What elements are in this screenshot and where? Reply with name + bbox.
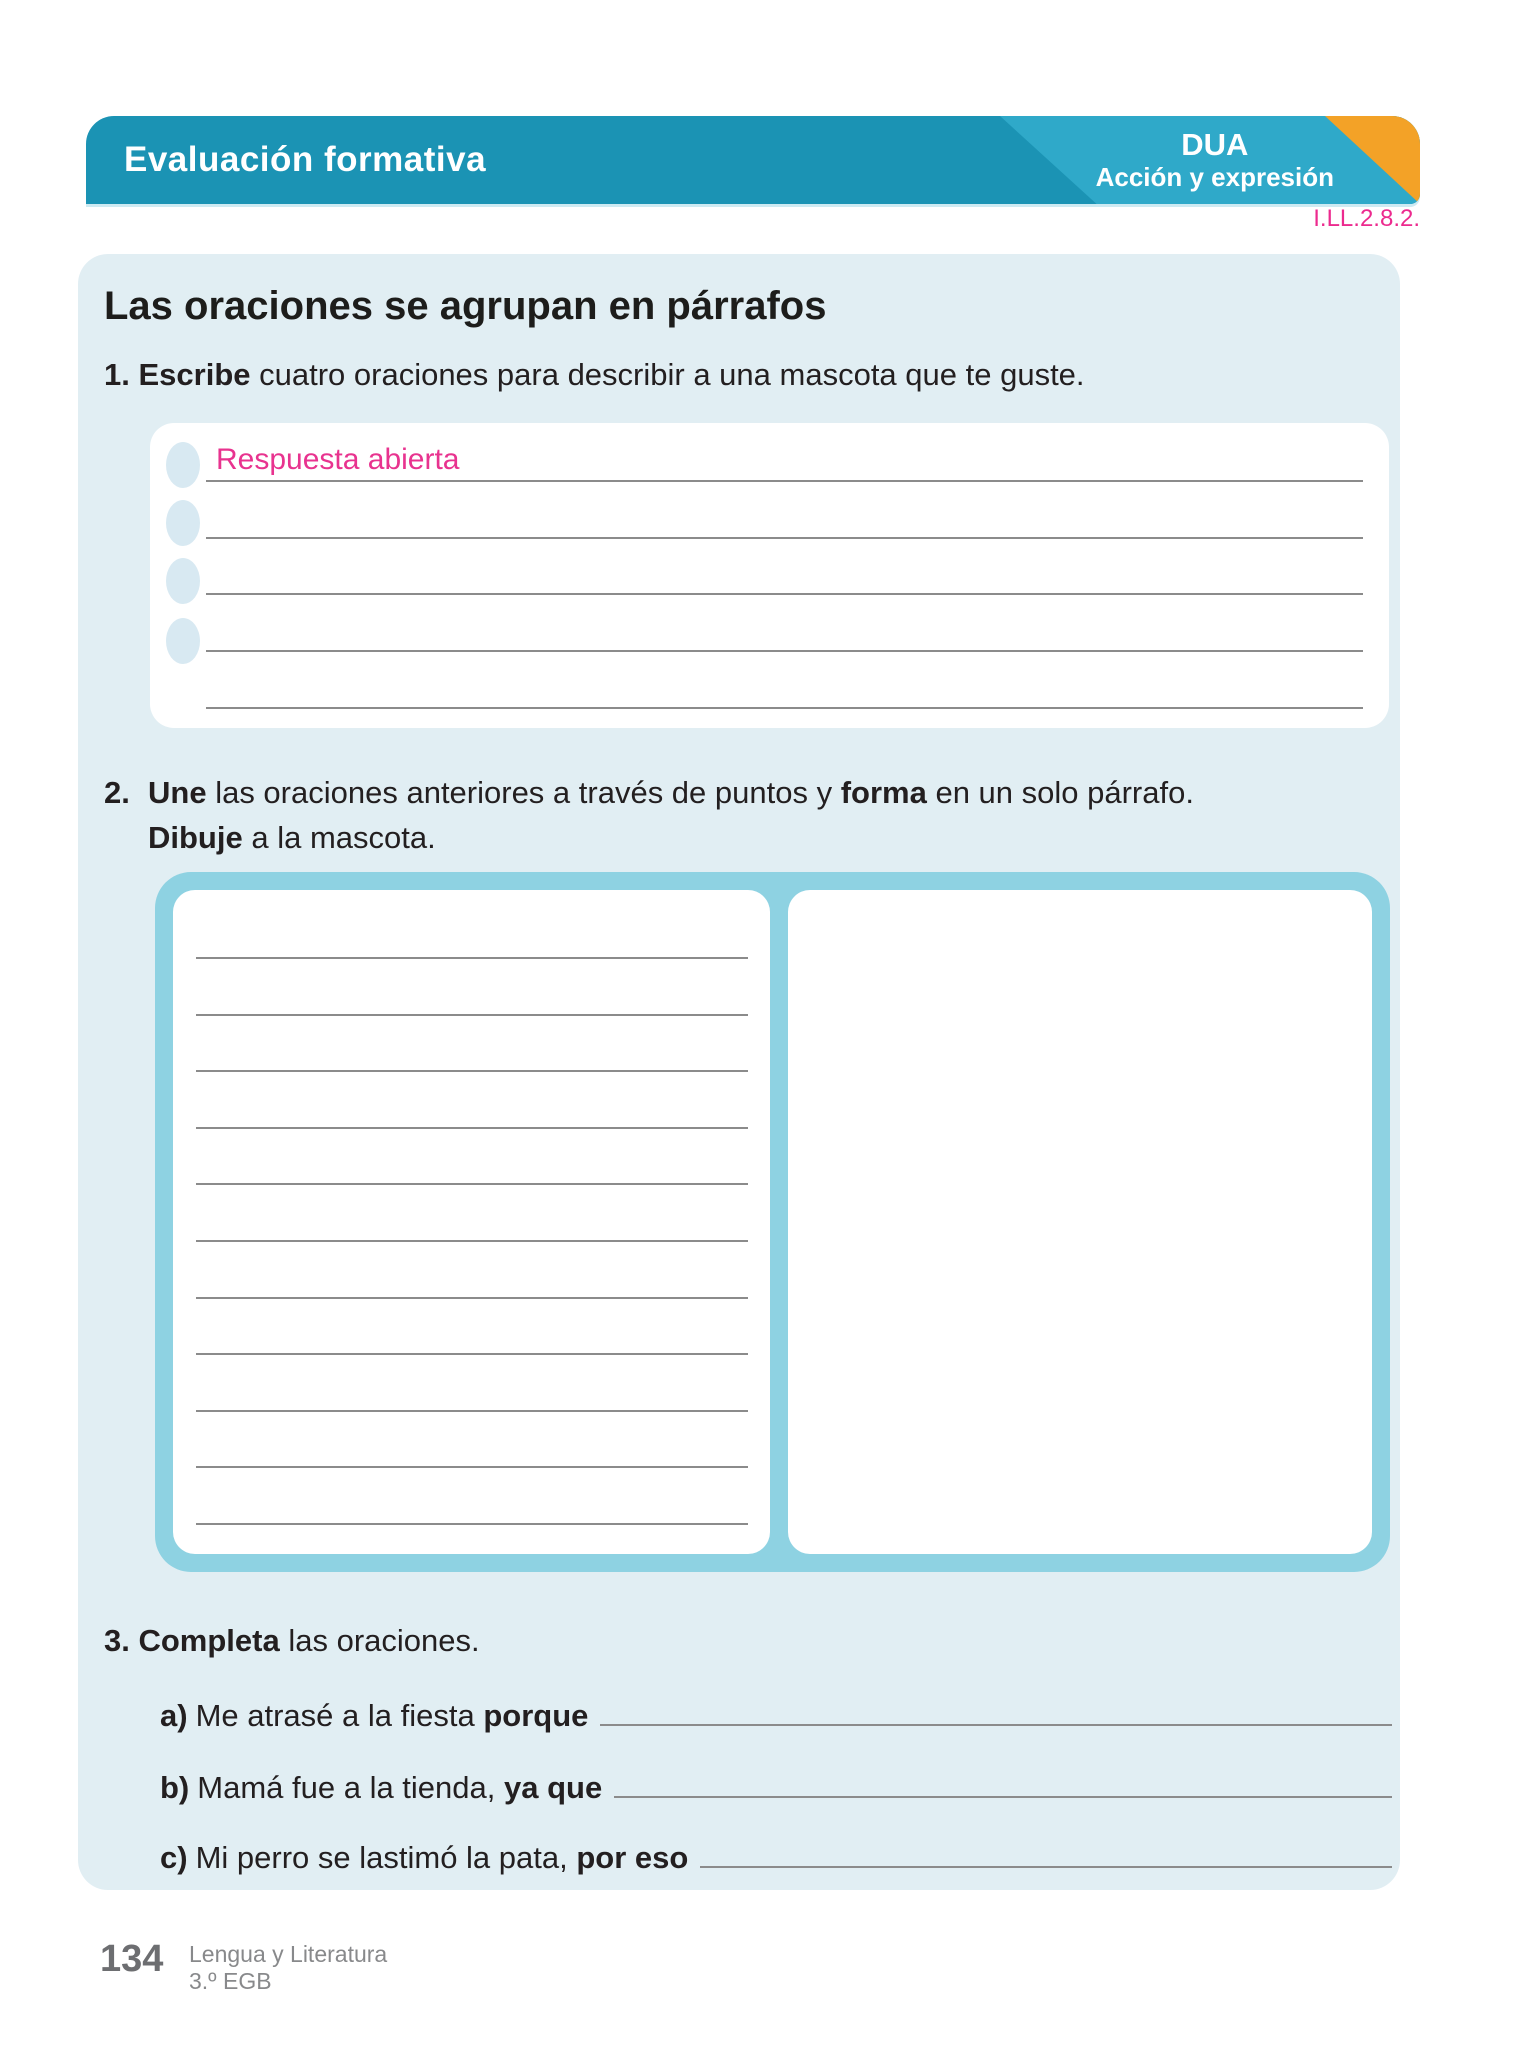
task-3-instruction bbox=[104, 1618, 480, 1663]
task-2-line-1 bbox=[148, 770, 1194, 815]
task-2-line-2 bbox=[148, 815, 1194, 860]
dua-label: DUA bbox=[1181, 127, 1249, 162]
drawing-panel[interactable] bbox=[788, 890, 1372, 1554]
completion-b-letter: b) bbox=[160, 1770, 190, 1805]
completion-b-connector: ya que bbox=[504, 1770, 603, 1805]
paragraph-and-drawing-box bbox=[155, 872, 1390, 1572]
completion-c-letter: c) bbox=[160, 1840, 188, 1875]
paragraph-line[interactable] bbox=[196, 1410, 748, 1412]
content-card bbox=[78, 254, 1400, 1890]
paragraph-line[interactable] bbox=[196, 1523, 748, 1525]
task-2-text-b: en un solo párrafo. bbox=[926, 775, 1194, 810]
task-2-verb-2: Dibuje bbox=[148, 820, 243, 855]
paragraph-line[interactable] bbox=[196, 1183, 748, 1185]
answer-line[interactable] bbox=[206, 593, 1363, 595]
standard-code: I.LL.2.8.2. bbox=[1313, 205, 1420, 232]
task-2-number: 2. bbox=[104, 775, 130, 810]
completion-row-b bbox=[160, 1764, 1392, 1809]
task-2-verb: Une bbox=[148, 775, 207, 810]
paragraph-line[interactable] bbox=[196, 957, 748, 959]
completion-b-answer-line[interactable] bbox=[614, 1764, 1392, 1798]
completion-row-a bbox=[160, 1692, 1392, 1737]
answer-line[interactable] bbox=[206, 480, 1363, 482]
dua-sublabel: Acción y expresión bbox=[1095, 162, 1334, 192]
section-title: Las oraciones se agrupan en párrafos bbox=[104, 284, 827, 328]
completion-c-answer-line[interactable] bbox=[700, 1834, 1392, 1868]
open-answer-label: Respuesta abierta bbox=[216, 443, 460, 476]
paragraph-line[interactable] bbox=[196, 1353, 748, 1355]
open-answer-box[interactable] bbox=[150, 423, 1389, 728]
task-1-verb: Escribe bbox=[138, 357, 251, 392]
completion-a-connector: porque bbox=[483, 1698, 589, 1733]
completion-a-letter: a) bbox=[160, 1698, 188, 1733]
paragraph-writing-panel[interactable] bbox=[173, 890, 770, 1554]
completion-c-connector: por eso bbox=[576, 1840, 689, 1875]
page-number: 134 bbox=[100, 1938, 164, 1980]
paragraph-line[interactable] bbox=[196, 1297, 748, 1299]
task-1-instruction bbox=[104, 352, 1085, 397]
answer-line[interactable] bbox=[206, 537, 1363, 539]
paragraph-line[interactable] bbox=[196, 1466, 748, 1468]
header-title: Evaluación formativa bbox=[124, 140, 487, 179]
task-3-text: las oraciones. bbox=[279, 1623, 480, 1658]
paragraph-line[interactable] bbox=[196, 1240, 748, 1242]
completion-a-answer-line[interactable] bbox=[600, 1692, 1392, 1726]
header-bar bbox=[86, 116, 1420, 204]
completion-a-text: Me atrasé a la fiesta bbox=[195, 1698, 484, 1733]
task-2-text-a: las oraciones anteriores a través de puntos y bbox=[206, 775, 841, 810]
task-2-text-c: a la mascota. bbox=[242, 820, 436, 855]
paragraph-line[interactable] bbox=[196, 1014, 748, 1016]
paragraph-line[interactable] bbox=[196, 1070, 748, 1072]
answer-line[interactable] bbox=[206, 707, 1363, 709]
paragraph-line[interactable] bbox=[196, 1127, 748, 1129]
task-2-instruction bbox=[104, 770, 1194, 860]
bullet-icon bbox=[166, 618, 200, 664]
task-1-number: 1. bbox=[104, 357, 130, 392]
completion-row-c bbox=[160, 1834, 1392, 1879]
task-2-bold-forma: forma bbox=[840, 775, 927, 810]
task-3-verb: Completa bbox=[138, 1623, 280, 1658]
task-3-number: 3. bbox=[104, 1623, 130, 1658]
completion-b-text: Mamá fue a la tienda, bbox=[197, 1770, 504, 1805]
footer-subject: Lengua y Literatura bbox=[189, 1941, 388, 1967]
footer-grade: 3.º EGB bbox=[189, 1968, 272, 1994]
completion-c-text: Mi perro se lastimó la pata, bbox=[195, 1840, 577, 1875]
task-1-text: cuatro oraciones para describir a una mascota que te guste. bbox=[250, 357, 1085, 392]
answer-line[interactable] bbox=[206, 650, 1363, 652]
dua-block bbox=[1096, 128, 1334, 192]
bullet-icon bbox=[166, 500, 200, 546]
bullet-icon bbox=[166, 558, 200, 604]
footer-meta bbox=[189, 1941, 387, 1995]
bullet-icon bbox=[166, 442, 200, 488]
